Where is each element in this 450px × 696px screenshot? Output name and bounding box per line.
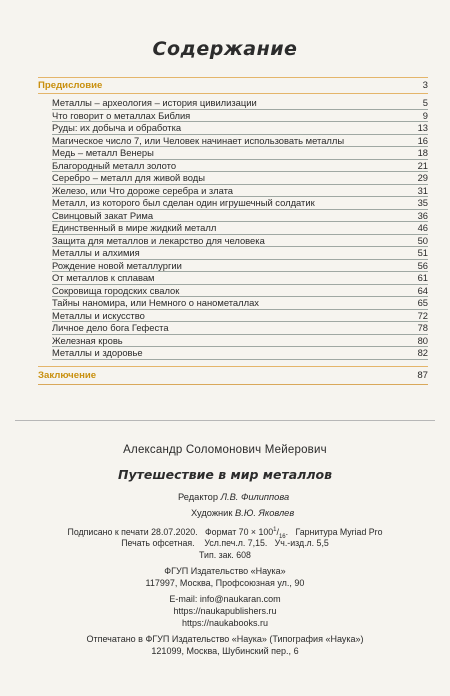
toc-item-label: Рождение новой металлургии [52,259,182,271]
format-text: Формат $70 \times 100^1/_{16}$. [204,526,289,540]
toc-item-label: Тайны наномира, или Немного о нанометаллах [52,297,259,308]
toc-item-label: Защита для металлов и лекарство для человека [52,234,265,246]
artist-role: Художник [191,508,233,518]
toc-bottom-rule [38,384,428,385]
toc-item-label: Металлы и здоровье [52,347,143,358]
toc-item-label: Личное дело бога Гефеста [52,322,169,333]
toc-title: Содержание [152,38,298,60]
toc-item[interactable] [52,297,428,310]
toc-item-label: Что говорит о металлах Библия [52,109,191,121]
url-link-1[interactable]: https://naukapublishers.ru [173,606,277,616]
signed-text: Подписано к печати 28.07.2020. [67,526,198,537]
email-text[interactable]: E-mail: info@naukaran.com [169,594,281,604]
toc-item-label: Медь – металл Венеры [52,147,154,158]
toc-item[interactable] [52,97,428,110]
toc-item[interactable] [52,260,428,273]
toc-preface[interactable] [38,79,428,93]
toc-item-page: 21 [417,159,428,171]
sheets-text: Усл.печ.л. 7,15. [204,538,268,548]
toc-item-page: 56 [417,259,428,271]
toc-item[interactable] [52,185,428,198]
publisher-name: ФГУП Издательство «Наука» [164,566,286,576]
toc-item-page: 36 [417,209,428,221]
toc-preface-page: 3 [422,80,428,91]
toc-item-page: 16 [417,134,428,146]
toc-item-page: 72 [417,309,428,321]
toc-item-page: 80 [417,334,428,346]
toc-item[interactable] [52,172,428,185]
toc-item-label: Магическое число 7, или Человек начинает использовать металлы [52,134,345,146]
toc-item-page: 51 [417,247,428,258]
toc-item-label: От металлов к сплавам [52,272,155,283]
editor-role: Редактор [178,492,219,502]
toc-item[interactable] [52,347,428,360]
toc-top-rule [38,77,428,78]
toc-item-label: Благородный металл золото [52,159,177,171]
typeface-text: Гарнитура Myriad Pro [295,526,383,537]
order-text: Тип. зак. 608 [199,550,251,560]
toc-item-label: Руды: их добыча и обработка [52,122,182,133]
toc-item-label: Серебро – металл для живой воды [52,172,205,183]
toc-list [52,97,428,360]
toc-item-page: 35 [417,197,428,208]
toc-item-page: 82 [417,347,428,358]
toc-item-page: 64 [417,284,428,296]
toc-item[interactable] [52,147,428,160]
toc-item-page: 31 [417,184,428,196]
toc-item-page: 65 [417,297,428,308]
toc-item-label: Металлы и искусство [52,309,145,321]
toc-conclusion-top-rule [38,366,428,367]
artist-name: В.Ю. Яковлев [235,508,295,518]
toc-preface-rule [38,93,428,94]
toc-item-page: 5 [422,97,428,108]
toc-item-label: Сокровища городских свалок [52,284,180,296]
toc-item[interactable] [52,122,428,135]
toc-item-page: 78 [417,322,428,333]
toc-item[interactable] [52,110,428,123]
toc-conclusion[interactable] [38,369,428,383]
imprint-separator [15,420,435,421]
toc-item-label: Единственный в мире жидкий металл [52,222,217,233]
printing-text: Печать офсетная. [121,538,195,548]
toc-item-page: 29 [417,172,428,183]
toc-item[interactable] [52,335,428,348]
toc-item-label: Свинцовый закат Рима [52,209,154,221]
editor-name: Л.В. Филиппова [220,492,290,502]
toc-preface-label: Предисловие [38,80,103,91]
toc-item[interactable] [52,235,428,248]
toc-item[interactable] [52,247,428,260]
printed-at-text: Отпечатано в ФГУП Издательство «Наука» (Типография «Наука») [86,634,364,644]
toc-item-page: 18 [417,147,428,158]
author-name: Александр Соломонович Мейерович [123,444,327,456]
editor-line [178,492,289,502]
toc-item-label: Металлы и алхимия [52,247,140,258]
pub-sheets-text: Уч.-изд.л. 5,5 [274,538,329,548]
toc-item[interactable] [52,197,428,210]
toc-item-page: 50 [417,234,428,246]
url-link-2[interactable]: https://naukabooks.ru [181,618,269,628]
toc-item[interactable] [52,310,428,323]
toc-item[interactable] [52,272,428,285]
toc-item-label: Железо, или Что дороже серебра и злата [52,184,233,196]
printer-address: 121099, Москва, Шубинский пер., 6 [151,646,299,656]
print-details-line2 [0,538,450,549]
toc-item-page: 61 [417,272,428,283]
artist-line [191,508,294,518]
toc-item-page: 13 [417,122,428,133]
toc-item-label: Железная кровь [52,334,123,346]
toc-conclusion-page: 87 [417,370,428,381]
toc-item[interactable] [52,285,428,298]
toc-item[interactable] [52,160,428,173]
toc-item-label: Металлы – археология – история цивилизации [52,97,257,108]
toc-item-page: 9 [422,109,428,121]
toc-item[interactable] [52,222,428,235]
toc-item[interactable] [52,322,428,335]
toc-item-label: Металл, из которого был сделан один игрушечный солдатик [52,197,315,208]
toc-conclusion-label: Заключение [38,370,97,381]
publisher-address: 117997, Москва, Профсоюзная ул., 90 [145,578,305,588]
toc-item-page: 46 [417,222,428,233]
book-title: Путешествие в мир металлов [118,467,332,482]
toc-item[interactable] [52,210,428,223]
toc-item[interactable] [52,135,428,148]
